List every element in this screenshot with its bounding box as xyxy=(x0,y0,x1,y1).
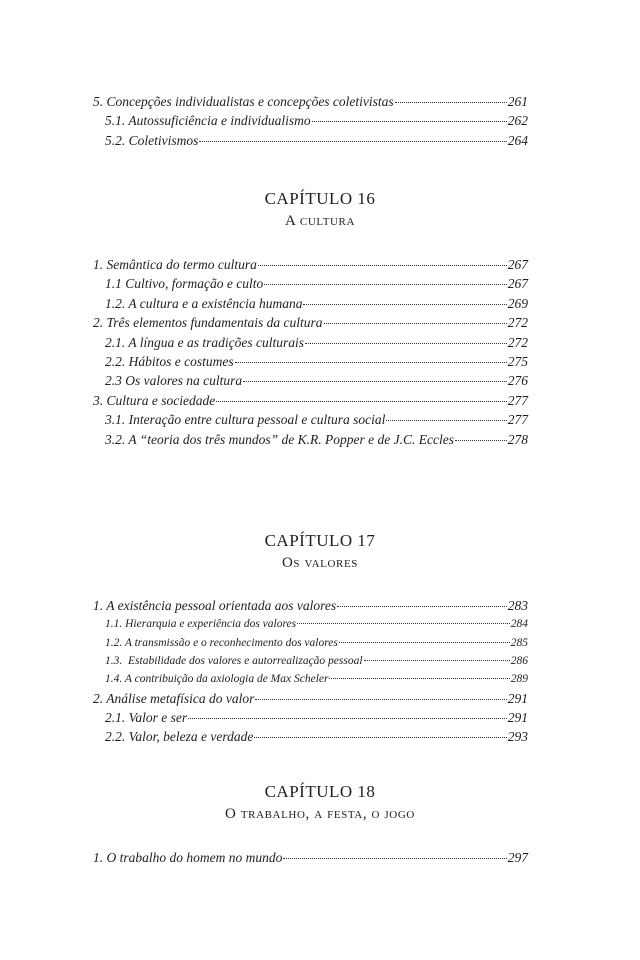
toc-entry xyxy=(93,634,528,652)
toc-entry-page: 289 xyxy=(510,673,528,686)
toc-entry-title: 2.1. Valor e ser xyxy=(105,710,188,725)
toc-entry-title: 5. Concepções individualistas e concepções coletivistas xyxy=(93,94,394,109)
toc-entry-page: 297 xyxy=(507,850,528,865)
dot-leader xyxy=(235,362,507,363)
toc-entry-title: 1.4. A contribuição da axiologia de Max Scheler xyxy=(105,673,329,686)
toc-entry-page: 293 xyxy=(507,729,528,745)
toc-entry xyxy=(93,615,528,633)
dot-leader xyxy=(395,102,507,103)
toc-entry-title: 2.1. A língua e as tradições culturais xyxy=(105,334,304,350)
toc-list-top xyxy=(93,92,528,150)
dot-leader xyxy=(364,660,510,661)
toc-entry-title: 2. Três elementos fundamentais da cultura xyxy=(93,315,323,331)
toc-entry xyxy=(93,111,528,130)
toc-entry-page: 276 xyxy=(507,373,528,389)
dot-leader xyxy=(264,284,507,285)
toc-entry-page: 283 xyxy=(507,598,528,613)
toc-entry xyxy=(93,430,528,449)
toc-entry-title: 3.2. A “teoria dos três mundos” de K.R. Popper e de J.C. Eccles xyxy=(105,431,454,447)
toc-entry-page: 267 xyxy=(507,276,528,292)
dot-leader xyxy=(386,420,506,421)
dot-leader xyxy=(312,121,507,122)
toc-entry-title: 2.2. Hábitos e costumes xyxy=(105,354,234,370)
toc-entry xyxy=(93,596,528,615)
toc-entry-title: 1.3. Estabilidade dos valores e autorrealização pessoal xyxy=(105,655,363,667)
toc-entry-title: 1. O trabalho do homem no mundo xyxy=(93,850,283,865)
dot-leader xyxy=(339,642,510,643)
toc-entry-page: 269 xyxy=(507,295,528,311)
dot-leader xyxy=(337,606,507,607)
toc-entry-title: 2.2. Valor, beleza e verdade xyxy=(105,729,254,745)
toc-entry-page: 267 xyxy=(507,257,528,272)
dot-leader xyxy=(305,343,507,344)
toc-entry-page: 264 xyxy=(507,132,528,148)
dot-leader xyxy=(199,141,506,142)
toc-entry-page: 277 xyxy=(507,392,528,408)
chapter-title: O trabalho, a festa, o jogo xyxy=(225,806,415,822)
toc-entry-page: 285 xyxy=(510,636,528,649)
toc-entry-title: 2.3 Os valores na cultura xyxy=(105,373,243,389)
dot-leader xyxy=(254,737,506,738)
toc-entry-title: 5.1. Autossuficiência e individualismo xyxy=(105,113,311,129)
toc-entry-title: 2. Análise metafísica do valor xyxy=(93,690,255,706)
toc-entry xyxy=(93,727,528,746)
toc-entry-page: 278 xyxy=(507,431,528,447)
dot-leader xyxy=(303,304,506,305)
toc-entry-page: 262 xyxy=(507,113,528,129)
toc-entry-page: 286 xyxy=(510,655,528,667)
toc-entry xyxy=(93,294,528,313)
toc-list-chapter-18 xyxy=(93,848,528,867)
toc-entry xyxy=(93,333,528,352)
toc-entry xyxy=(93,689,528,708)
toc-entry-title: 3.1. Interação entre cultura pessoal e cultura social xyxy=(105,412,386,428)
toc-entry-page: 291 xyxy=(507,690,528,706)
dot-leader xyxy=(188,718,507,719)
toc-entry xyxy=(93,371,528,390)
toc-entry-title: 1. A existência pessoal orientada aos valores xyxy=(93,598,337,613)
chapter-title: Os valores xyxy=(281,555,358,571)
toc-list-chapter-16 xyxy=(93,255,528,449)
toc-entry xyxy=(93,352,528,371)
toc-entry-page: 272 xyxy=(507,334,528,350)
dot-leader xyxy=(216,401,507,402)
dot-leader xyxy=(455,440,507,441)
toc-entry-title: 3. Cultura e sociedade xyxy=(93,392,216,408)
toc-entry-title: 1.2. A cultura e a existência humana xyxy=(105,295,303,311)
chapter-number: CAPÍTULO 18 xyxy=(264,782,376,801)
chapter-number: CAPÍTULO 16 xyxy=(264,189,376,208)
toc-entry-page: 272 xyxy=(507,315,528,331)
toc-entry xyxy=(93,255,528,274)
chapter-18-heading xyxy=(0,781,640,825)
toc-entry-page: 261 xyxy=(507,94,528,109)
toc-entry-page: 284 xyxy=(510,618,528,631)
toc-entry xyxy=(93,274,528,293)
chapter-number: CAPÍTULO 17 xyxy=(264,531,376,550)
toc-entry-title: 1.1. Hierarquia e experiência dos valores xyxy=(105,618,297,631)
toc-entry xyxy=(93,670,528,688)
toc-entry-page: 277 xyxy=(507,412,528,428)
toc-entry-page: 275 xyxy=(507,354,528,370)
chapter-title: A cultura xyxy=(284,213,356,229)
toc-entry xyxy=(93,708,528,727)
dot-leader xyxy=(329,678,509,679)
dot-leader xyxy=(258,265,507,266)
dot-leader xyxy=(324,323,507,324)
dot-leader xyxy=(255,699,506,700)
toc-entry-title: 1.1 Cultivo, formação e culto xyxy=(105,276,264,292)
toc-entry-title: 1.2. A transmissão e o reconhecimento dos valores xyxy=(105,636,338,649)
dot-leader xyxy=(297,623,510,624)
toc-entry xyxy=(93,652,528,670)
toc-entry xyxy=(93,131,528,150)
chapter-17-heading xyxy=(0,530,640,574)
dot-leader xyxy=(283,858,506,859)
toc-entry xyxy=(93,313,528,332)
toc-list-chapter-17 xyxy=(93,596,528,747)
chapter-16-heading xyxy=(0,188,640,232)
toc-entry xyxy=(93,92,528,111)
toc-entry-page: 291 xyxy=(507,710,528,725)
dot-leader xyxy=(243,381,507,382)
toc-entry xyxy=(93,410,528,429)
toc-entry xyxy=(93,391,528,410)
toc-entry xyxy=(93,848,528,867)
toc-entry-title: 5.2. Coletivismos xyxy=(105,132,199,148)
toc-entry-title: 1. Semântica do termo cultura xyxy=(93,257,257,272)
